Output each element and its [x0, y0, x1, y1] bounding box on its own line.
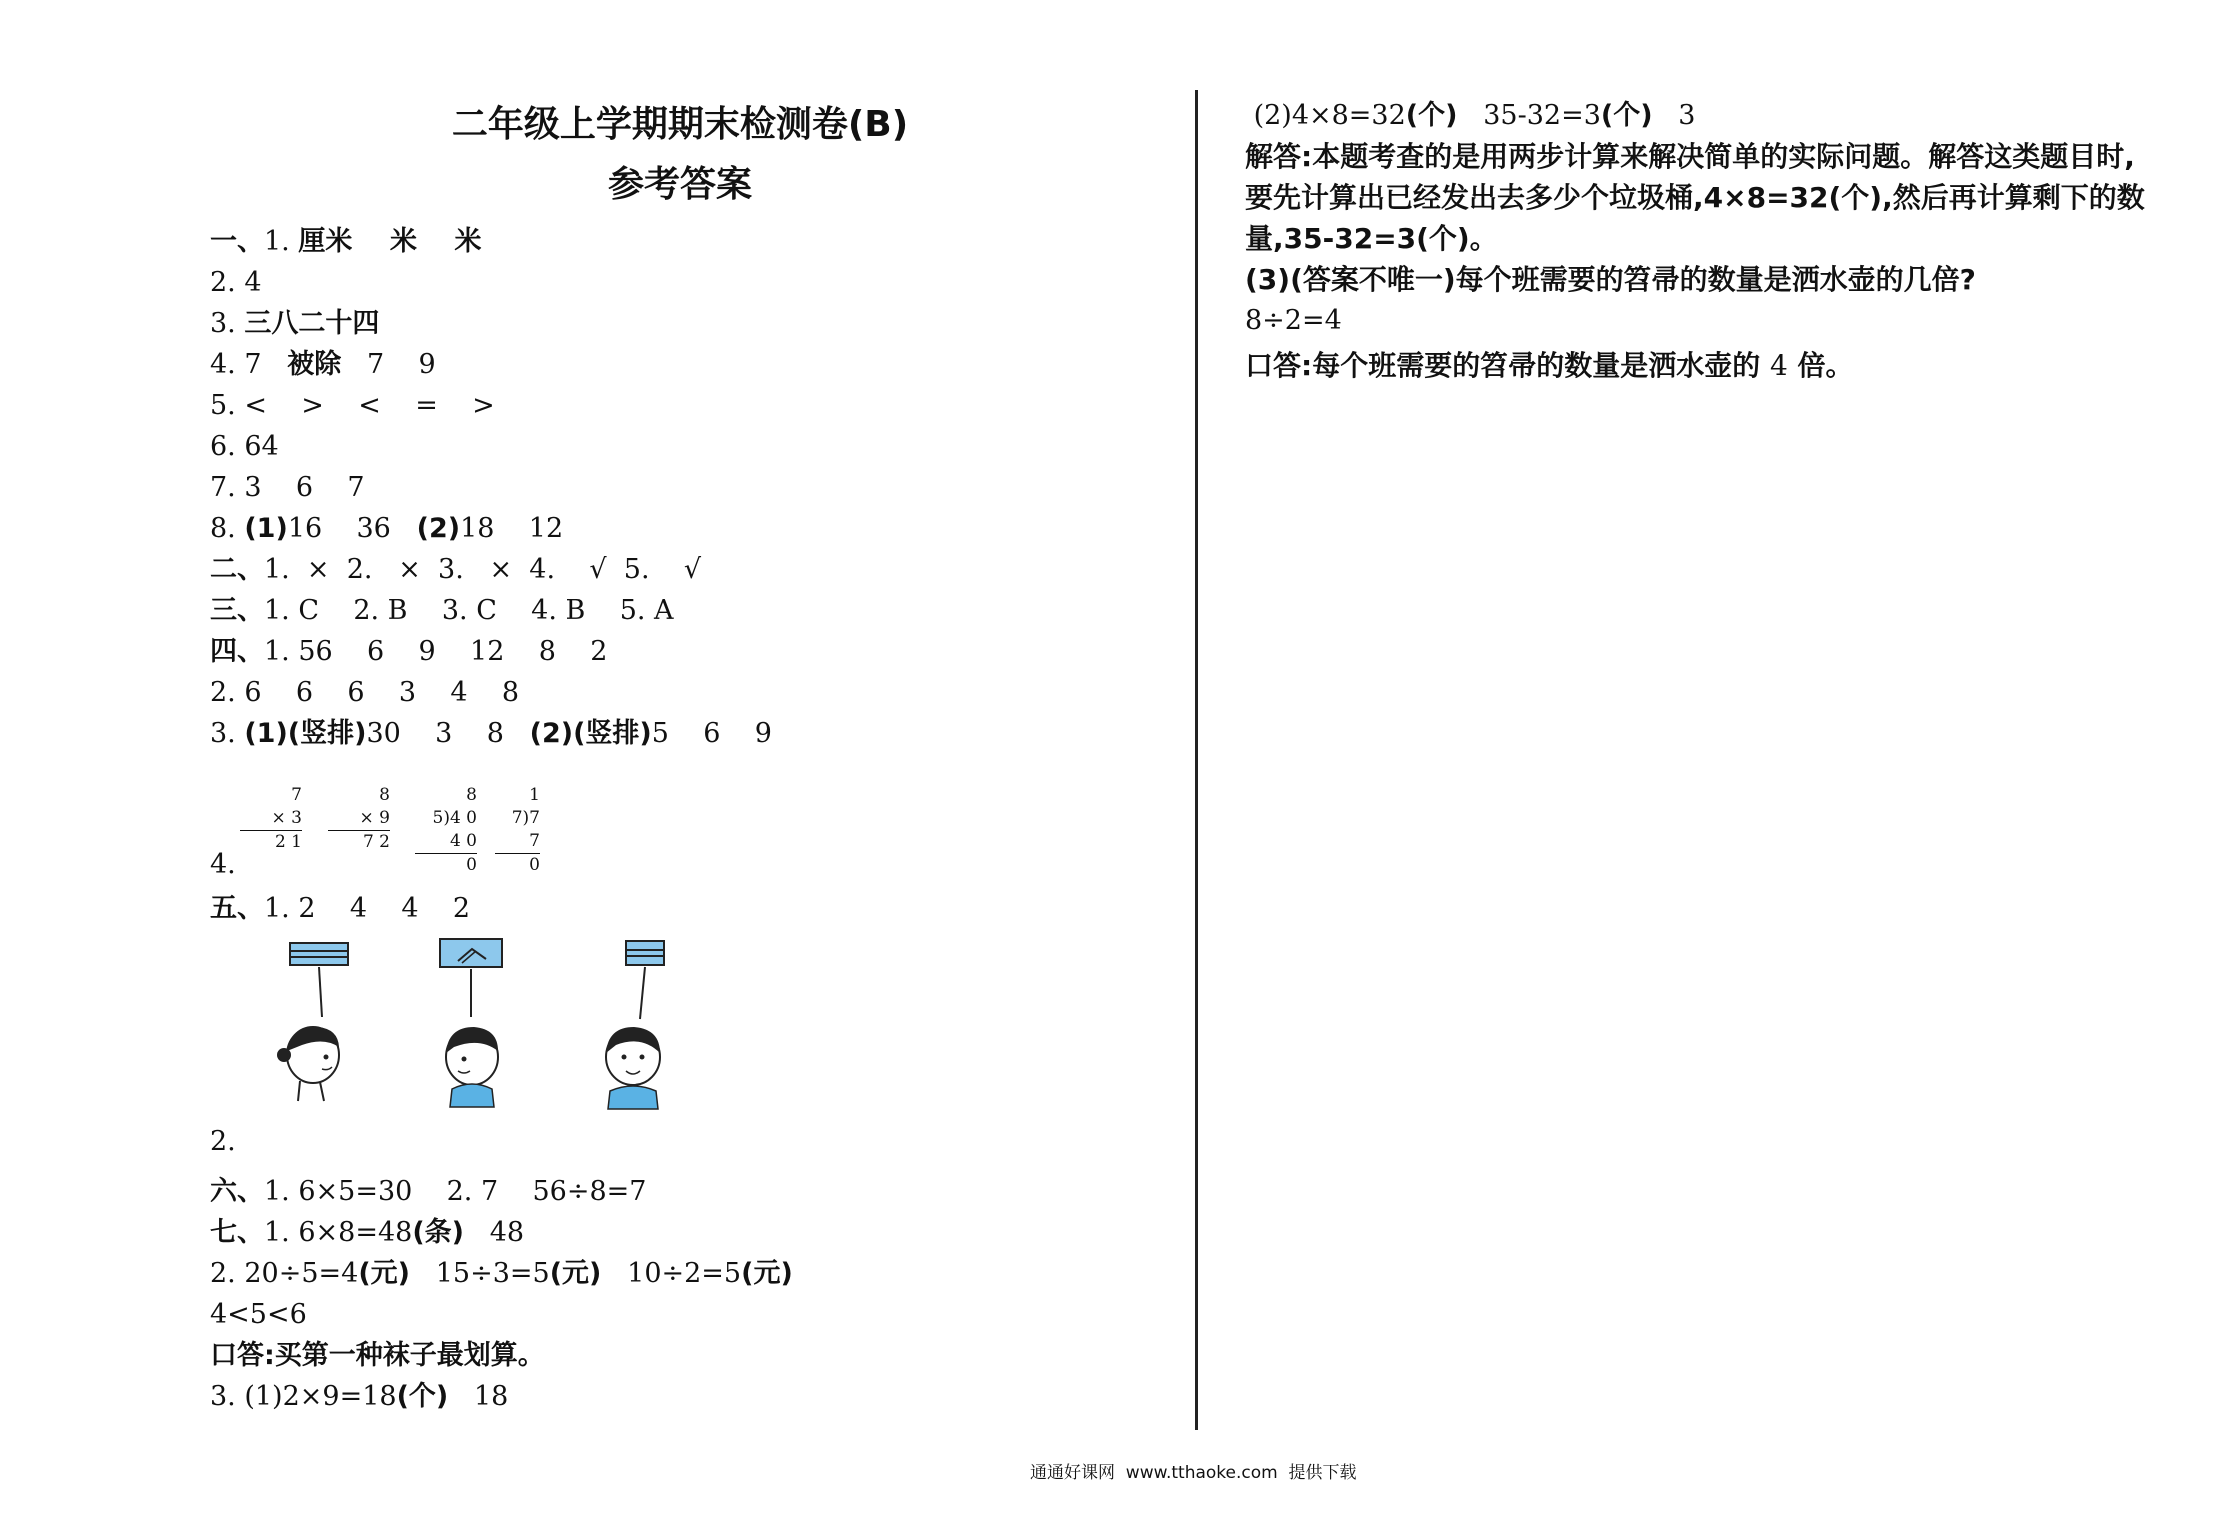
division-40-by-5: 8 5)4 0 4 0 0	[415, 784, 477, 877]
answer-line: 3. (1)(竖排)30 3 8 (2)(竖排)5 6 9	[210, 718, 772, 749]
answer-line: 5. < > < = >	[210, 390, 495, 421]
answer-line: 四、1. 56 6 9 12 8 2	[210, 636, 608, 667]
girl-avatar-icon	[277, 1027, 339, 1101]
answer-line: 2. 6 6 6 3 4 8	[210, 677, 520, 708]
answer-line: 6. 64	[210, 431, 279, 462]
answer-line: 三、1. C 2. B 3. C 4. B 5. A	[210, 595, 674, 626]
front-view-box-icon	[440, 939, 502, 967]
side-view-box-icon	[626, 941, 664, 965]
answer-line: 8. (1)16 36 (2)18 12	[210, 513, 564, 544]
vertical-calculations: 4. 7 × 3 2 1 8 × 9 7 2 8 5)4 0 4 0 0 1 7)7 7 0	[210, 785, 540, 880]
multiplication-7x3: 7 × 3 2 1	[240, 784, 302, 854]
page-footer: 通通好课网 www.tthaoke.com 提供下载	[1030, 1463, 1357, 1483]
question-line: (3)(答案不唯一)每个班需要的笤帚的数量是洒水壶的几倍?	[1245, 263, 1976, 296]
answer-line: 8÷2=4	[1245, 305, 1342, 336]
matching-figure: 2.	[210, 929, 1190, 1157]
answer-line: 4<5<6	[210, 1299, 307, 1330]
answer-line: 一、1. 厘米 米 米	[210, 226, 482, 257]
answer-line: 3. (1)2×9=18(个) 18	[210, 1381, 509, 1412]
answer-line: 2. 20÷5=4(元) 15÷3=5(元) 10÷2=5(元)	[210, 1258, 793, 1289]
column-divider	[1195, 90, 1198, 1430]
left-column	[210, 95, 1190, 1417]
multiplication-8x9: 8 × 9 7 2	[328, 784, 390, 854]
explanation-line: 要先计算出已经发出去多少个垃圾桶,4×8=32(个),然后再计算剩下的数	[1245, 181, 2145, 214]
matching-illustration	[240, 929, 700, 1129]
boy-front-avatar-icon	[446, 1027, 498, 1107]
boy-side-avatar-icon	[606, 1027, 660, 1109]
explanation-line: 量,35-32=3(个)。	[1245, 222, 1498, 255]
answer-line: 七、1. 6×8=48(条) 48	[210, 1217, 525, 1248]
answer-line: 4. 7 被除 7 9	[210, 349, 436, 380]
answer-line: 二、1. × 2. × 3. × 4. √ 5. √	[210, 554, 702, 585]
division-7-by-7: 1 7)7 7 0	[495, 784, 540, 877]
answer-line: 六、1. 6×5=30 2. 7 56÷8=7	[210, 1176, 647, 1207]
answer-line: 2. 4	[210, 267, 262, 298]
page-title: 二年级上学期期末检测卷(B)	[451, 104, 909, 145]
answer-line: (2)4×8=32(个) 35-32=3(个) 3	[1245, 100, 1696, 131]
explanation-line: 解答:本题考查的是用两步计算来解决简单的实际问题。解答这类题目时,	[1245, 140, 2135, 173]
right-column	[1245, 95, 2185, 386]
answer-line: 口答:买第一种袜子最划算。	[210, 1340, 545, 1371]
top-view-box-icon	[290, 943, 348, 965]
answer-line: 口答:每个班需要的笤帚的数量是洒水壶的 4 倍。	[1245, 349, 1854, 382]
answer-line: 7. 3 6 7	[210, 472, 365, 503]
page-subtitle: 参考答案	[607, 164, 752, 205]
answer-line: 五、1. 2 4 4 2	[210, 893, 471, 924]
answer-line: 3. 三八二十四	[210, 308, 380, 339]
